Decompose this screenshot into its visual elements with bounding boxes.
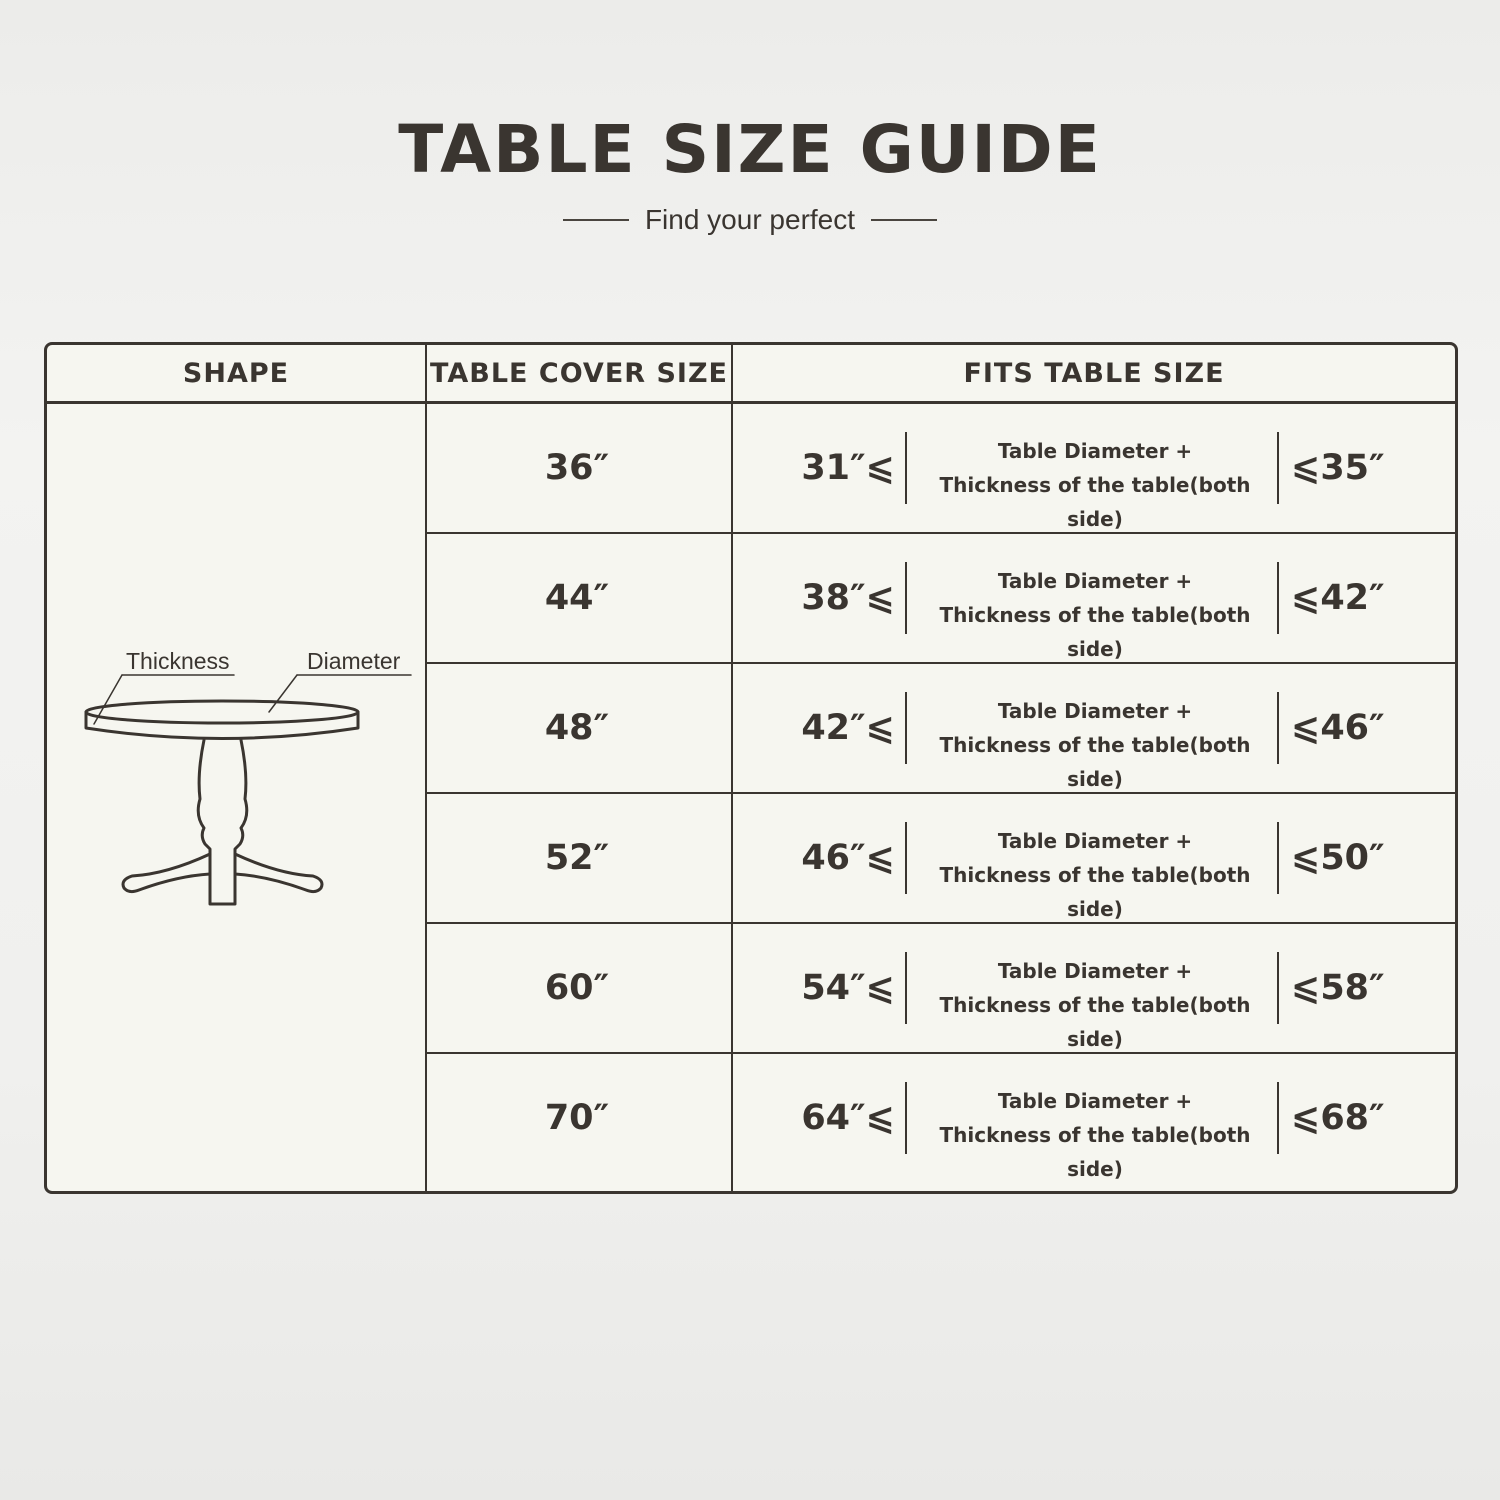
- fit-range: [731, 1054, 1455, 1182]
- subtitle-rule-right: [871, 219, 937, 221]
- cover-size-value: 36″: [544, 448, 610, 488]
- fit-max-value: ⩽58″: [1291, 968, 1385, 1008]
- cover-size-value: 52″: [544, 838, 610, 878]
- round-pedestal-table-icon: [47, 404, 425, 1191]
- header: [0, 110, 1500, 238]
- fit-formula: [909, 954, 1281, 1056]
- thickness-label: Thickness: [126, 648, 230, 674]
- formula-line-1: Table Diameter +: [997, 959, 1193, 983]
- table-header: [47, 345, 1455, 404]
- formula-line-2: Thickness of the table(both side): [939, 863, 1251, 921]
- fit-range: [731, 404, 1455, 532]
- fit-max-value: ⩽46″: [1291, 708, 1385, 748]
- column-header-fits-size: FITS TABLE SIZE: [963, 358, 1225, 389]
- subtitle: Find your perfect: [644, 204, 856, 235]
- fit-divider: [1277, 822, 1279, 894]
- fit-max-value: ⩽35″: [1291, 448, 1385, 488]
- table-row: [425, 794, 1455, 924]
- cover-size-value: 48″: [544, 708, 610, 748]
- fit-range: [731, 664, 1455, 792]
- formula-line-1: Table Diameter +: [997, 829, 1193, 853]
- table-row: [425, 404, 1455, 534]
- fit-max-value: ⩽42″: [1291, 578, 1385, 618]
- formula-line-2: Thickness of the table(both side): [939, 1123, 1251, 1181]
- fit-divider: [1277, 692, 1279, 764]
- fit-divider: [1277, 1082, 1279, 1154]
- formula-line-2: Thickness of the table(both side): [939, 993, 1251, 1051]
- table-row: [425, 534, 1455, 664]
- table-row: [425, 924, 1455, 1054]
- formula-line-1: Table Diameter +: [997, 1089, 1193, 1113]
- formula-line-1: Table Diameter +: [997, 699, 1193, 723]
- table-row: [425, 664, 1455, 794]
- fit-divider: [1277, 562, 1279, 634]
- fit-min-value: 31″⩽: [801, 448, 895, 488]
- fit-divider: [905, 822, 907, 894]
- column-header-shape: SHAPE: [182, 358, 290, 389]
- formula-line-1: Table Diameter +: [997, 569, 1193, 593]
- fit-divider: [1277, 432, 1279, 504]
- fit-min-value: 64″⩽: [801, 1098, 895, 1138]
- fit-divider: [905, 952, 907, 1024]
- fit-range: [731, 794, 1455, 922]
- fit-formula: [909, 564, 1281, 666]
- subtitle-rule-left: [563, 219, 629, 221]
- fit-divider: [1277, 952, 1279, 1024]
- fit-divider: [905, 692, 907, 764]
- fit-range: [731, 924, 1455, 1052]
- diameter-label: Diameter: [307, 648, 401, 674]
- table-row: [425, 1054, 1455, 1182]
- shape-cell: [47, 404, 425, 1191]
- formula-line-2: Thickness of the table(both side): [939, 473, 1251, 531]
- fit-formula: [909, 824, 1281, 926]
- fit-min-value: 42″⩽: [801, 708, 895, 748]
- subtitle-row: [0, 202, 1500, 238]
- formula-line-2: Thickness of the table(both side): [939, 603, 1251, 661]
- fit-formula: [909, 694, 1281, 796]
- fit-formula: [909, 1084, 1281, 1186]
- fit-min-value: 38″⩽: [801, 578, 895, 618]
- cover-size-value: 70″: [544, 1098, 610, 1138]
- fit-formula: [909, 434, 1281, 536]
- size-guide-table: [44, 342, 1458, 1194]
- page-title: TABLE SIZE GUIDE: [398, 111, 1102, 188]
- fit-max-value: ⩽68″: [1291, 1098, 1385, 1138]
- formula-line-2: Thickness of the table(both side): [939, 733, 1251, 791]
- fit-divider: [905, 1082, 907, 1154]
- fit-min-value: 46″⩽: [801, 838, 895, 878]
- fit-divider: [905, 432, 907, 504]
- formula-line-1: Table Diameter +: [997, 439, 1193, 463]
- column-header-cover-size: TABLE COVER SIZE: [430, 358, 728, 389]
- fit-max-value: ⩽50″: [1291, 838, 1385, 878]
- cover-size-value: 60″: [544, 968, 610, 1008]
- fit-range: [731, 534, 1455, 662]
- fit-min-value: 54″⩽: [801, 968, 895, 1008]
- cover-size-value: 44″: [544, 578, 610, 618]
- fit-divider: [905, 562, 907, 634]
